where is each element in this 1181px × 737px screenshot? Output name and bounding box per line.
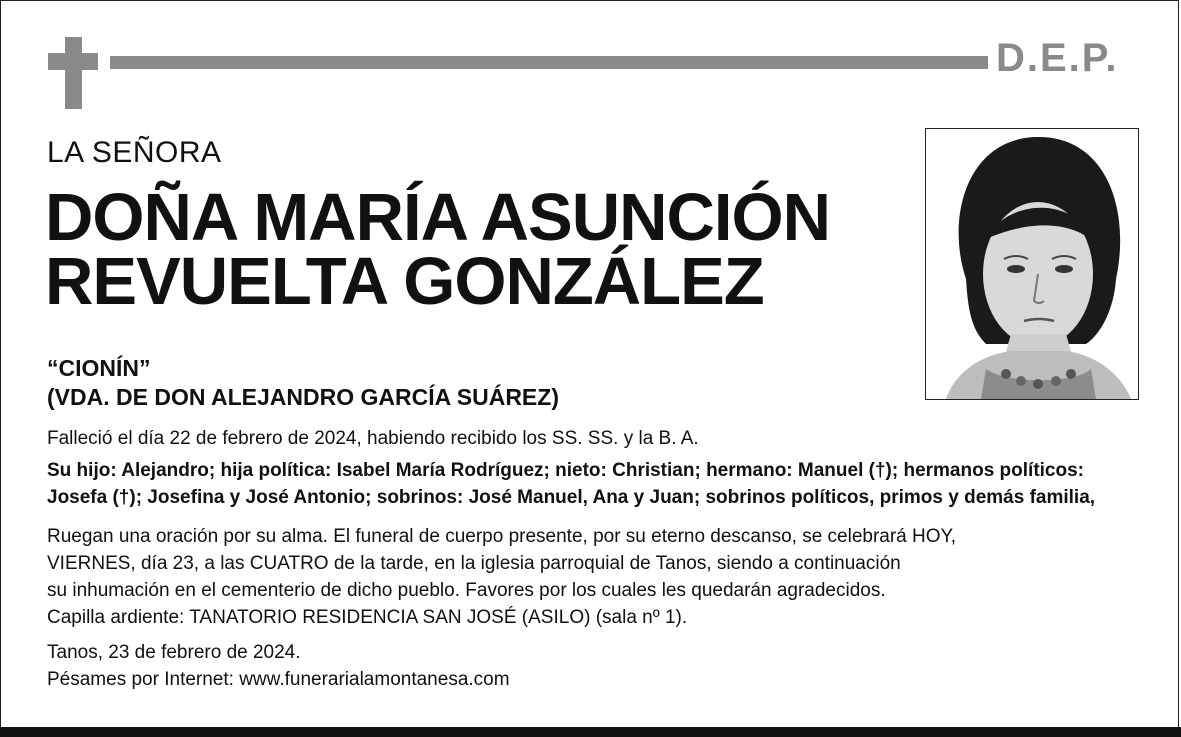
- portrait-photo: [925, 128, 1139, 400]
- deceased-name: [45, 180, 830, 319]
- header-rule: [110, 56, 988, 69]
- bottom-bar: [0, 727, 1181, 737]
- portrait-image: [926, 129, 1138, 399]
- cross-icon-bar: [48, 53, 98, 70]
- family-line-1: Su hijo: Alejandro; hija política: Isabel María Rodríguez; nieto: Christian; hermano: Manuel (†); hermanos políticos:: [47, 460, 1085, 481]
- funeral-line-4: Capilla ardiente: TANATORIO RESIDENCIA SAN JOSÉ (ASILO) (sala nº 1).: [47, 607, 688, 628]
- dep-heading: D.E.P.: [996, 36, 1119, 80]
- funeral-details: [47, 523, 956, 631]
- cross-icon: [65, 37, 82, 109]
- funeral-line-2: VIERNES, día 23, a las CUATRO de la tarde, en la iglesia parroquial de Tanos, siendo a continuación: [47, 553, 901, 574]
- funeral-line-3: su inhumación en el cementerio de dicho pueblo. Favores por los cuales les quedarán agradecidos.: [47, 580, 886, 601]
- widow-of: (VDA. DE DON ALEJANDRO GARCÍA SUÁREZ): [47, 384, 559, 410]
- place-date: Tanos, 23 de febrero de 2024.: [47, 642, 301, 663]
- funeral-line-1: Ruegan una oración por su alma. El funeral de cuerpo presente, por su eterno descanso, se celebrará HOY,: [47, 526, 957, 547]
- honorific-title: LA SEÑORA: [47, 136, 222, 169]
- family-list: [47, 457, 1095, 511]
- condolences-link[interactable]: Pésames por Internet: www.funerarialamontanesa.com: [47, 669, 510, 690]
- deceased-name-line2: REVUELTA GONZÁLEZ: [45, 244, 764, 319]
- deceased-name-line1: DOÑA MARÍA ASUNCIÓN: [45, 180, 830, 255]
- nickname: “CIONÍN”: [47, 355, 151, 381]
- death-notice: Falleció el día 22 de febrero de 2024, habiendo recibido los SS. SS. y la B. A.: [47, 428, 699, 449]
- footer: [47, 639, 510, 693]
- family-line-2: Josefa (†); Josefina y José Antonio; sobrinos: José Manuel, Ana y Juan; sobrinos políticos, primos y demás familia,: [47, 487, 1096, 508]
